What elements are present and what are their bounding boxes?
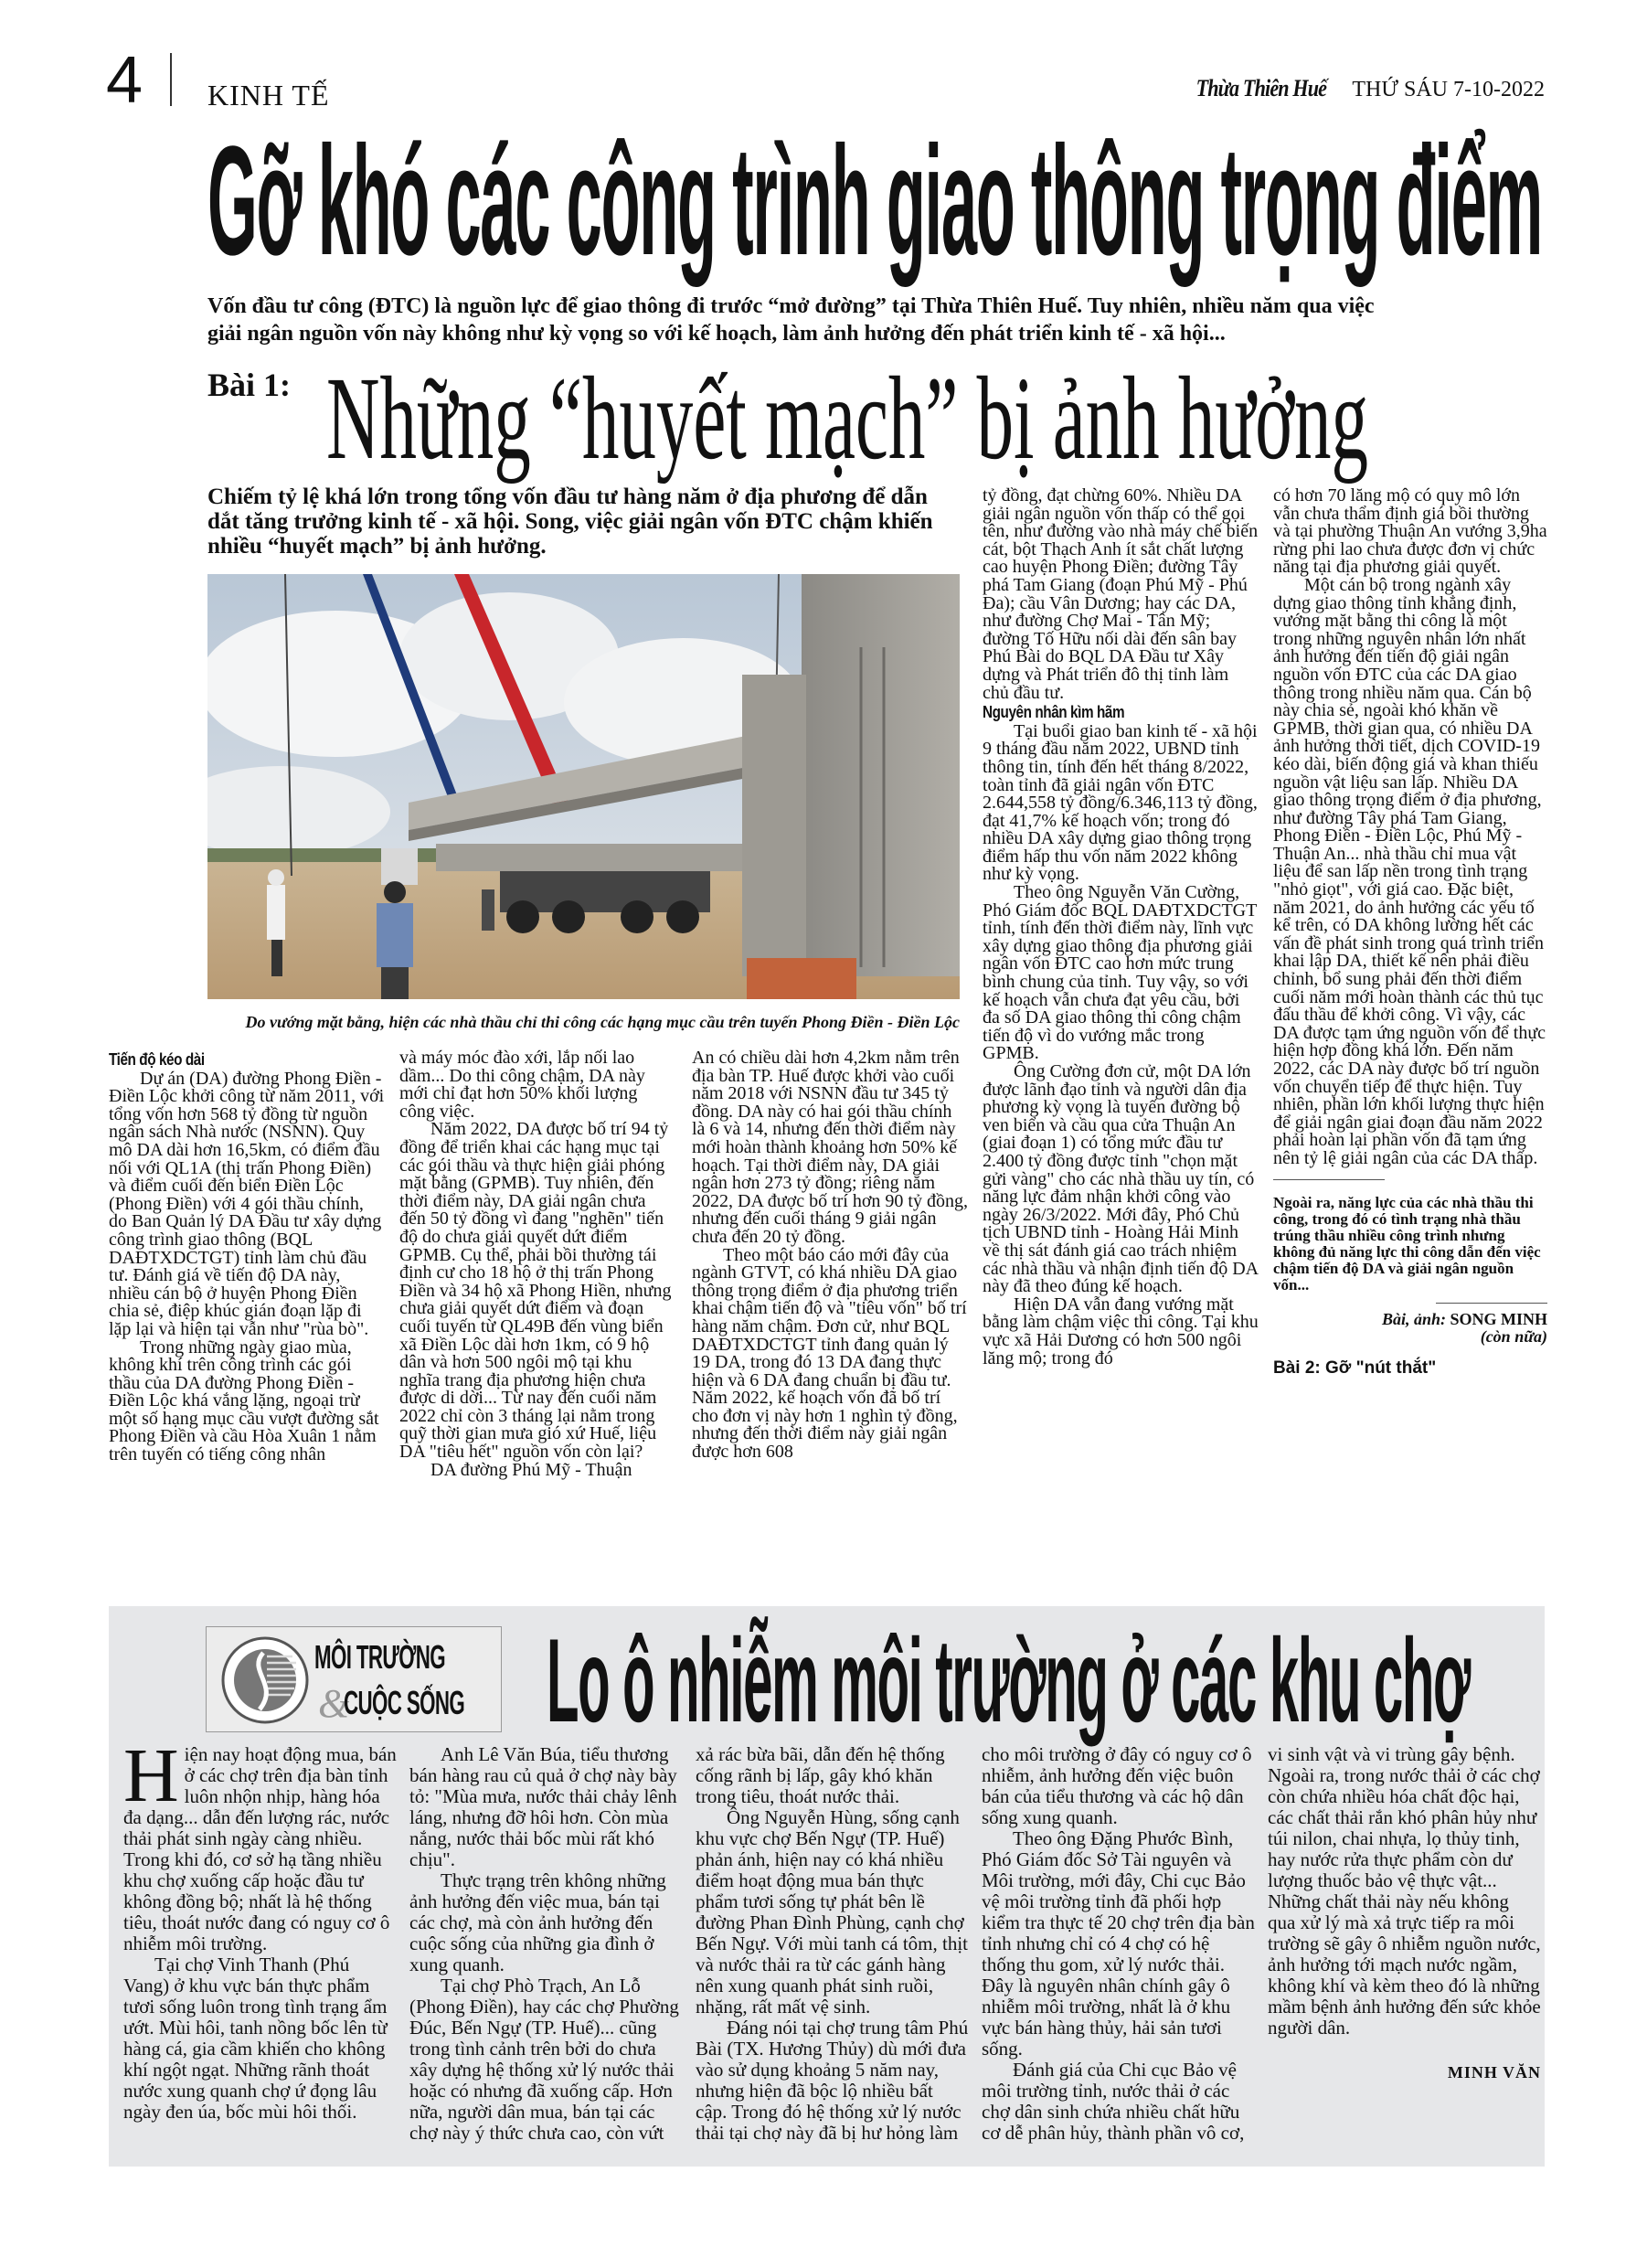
article1-column-1 [109, 1049, 385, 1464]
paragraph: Hiện DA vẫn đang vướng mặt bằng làm chậm việc thi công. Tại khu vực xã Hải Dương có hơn 500 ngôi lăng mộ; trong đó [983, 1294, 1259, 1368]
paragraph: Theo ông Đặng Phước Bình, Phó Giám đốc Sở Tài nguyên và Môi trường, mới đây, Chi cục Bảo vệ môi trường tỉnh đã phối hợp kiểm tra thực tế 20 chợ trên địa bàn tỉnh nhưng chỉ có 4 chợ có hệ thống thu gom, xử lý nước thải. Đây là nguyên nhân chính gây ô nhiễm môi trường, nhất là ở khu vực bán hàng thủy, hải sản tươi sống. [982, 1827, 1255, 2060]
photo-caption: Do vướng mặt bằng, hiện các nhà thầu chỉ thi công các hạng mục cầu trên tuyến Phong Điền - Điền Lộc [245, 1013, 960, 1031]
byline: MINH VĂN [1447, 2063, 1541, 2082]
paragraph: và máy móc đào xới, lắp nối lao dầm... Do thi công chậm, DA này mới chỉ đạt hơn 50% khối lượng công việc. [399, 1048, 645, 1122]
logo-line-1: MÔI TRƯỜNG [314, 1638, 445, 1676]
next-part-title: Bài 2: Gỡ "nút thắt" [1273, 1358, 1437, 1378]
article1-column-2 [399, 1049, 676, 1479]
issue-date: THỨ SÁU 7-10-2022 [1352, 78, 1545, 101]
main-headline [207, 114, 1542, 288]
paragraph: Trong những ngày giao mùa, không khí trên công trình các gói thầu của DA đường Phong Điền - Điền Lộc khá vắng lặng, ngoại trừ một số hạng mục cầu vượt đường sắt Phong Điền và cầu Hòa Xuân 1 nằm trên tuyến có tiếng công nhân [109, 1336, 379, 1465]
paragraph: Ông Cường đơn cử, một DA lớn được lãnh đạo tỉnh và người dân địa phương kỳ vọng là tuyến đường bộ ven biển và cầu qua cửa Thuận An (giai đoạn 1) có tổng mức đầu tư 2.400 tỷ đồng được tỉnh "chọn mặt gửi vàng" cho các nhà thầu uy tín, có năng lực đảm nhận khởi công vào ngày 26/3/2022. Mới đây, Phó Chủ tịch UBND tỉnh - Hoàng Hải Minh về thị sát đánh giá cao trách nhiệm các nhà thầu và nhận định tiến độ DA này đã theo đúng kế hoạch. [983, 1061, 1259, 1297]
paragraph: tỷ đồng, đạt chừng 60%. Nhiều DA giải ngân nguồn vốn thấp có thể gọi tên, như đường vào nhà máy chế biến cát, bột Thạch Anh ít sắt chất lượng cao huyện Phong Điền; đường Tây phá Tam Giang (đoạn Phú Mỹ - Phú Đa); cầu Vân Dương; hay các DA, như đường Chợ Mai - Tân Mỹ; đường Tố Hữu nối dài đến sân bay Phú Bài do BQL DA Đầu tư Xây dựng và Phát triển đô thị tỉnh làm chủ đầu tư. [983, 485, 1259, 703]
environment-headline [547, 1613, 1470, 1747]
newspaper-name: Thừa Thiên Huế [1195, 75, 1327, 101]
main-headline-text: Gỡ khó các công trình giao thông trọng điểm [207, 114, 1542, 288]
callout-quote: Ngoài ra, năng lực của các nhà thầu thi công, trong đó có tình trạng nhà thầu trúng thầu nhiều công trình nhưng không đủ năng lực thi công dẫn đến việc chậm tiến độ DA và giải ngân nguồn vốn... [1273, 1193, 1541, 1294]
byline-label: Bài, ảnh: [1381, 1309, 1446, 1328]
subsection-heading: Tiến độ kéo dài [109, 1050, 205, 1069]
first-paragraph-text: iện nay hoạt động mua, bán ở các chợ trên địa bàn tỉnh luôn nhộn nhịp, hàng hóa đa dạng... dẫn đến lượng rác, nước thải phát sinh ngày càng nhiều. Trong khi đó, cơ sở hạ tầng nhiều khu chợ xuống cấp hoặc đầu tư không đồng bộ; nhất là hệ thống tiêu, thoát nước đang có nguy cơ ô nhiễm môi trường. [123, 1743, 397, 1954]
article1-column-3 [692, 1049, 968, 1462]
paragraph: có hơn 70 lăng mộ có quy mô lớn vẫn chưa thẩm định giá bồi thường và tại phường Thuận An vướng 3,9ha rừng phi lao chưa được đơn vị chức năng tại địa phương giải quyết. [1273, 485, 1547, 578]
logo-line-2: CUỘC SỐNG [344, 1684, 465, 1721]
column-5-tail [1273, 1179, 1547, 1378]
section-title: KINH TẾ [207, 79, 330, 112]
byline-author: SONG MINH [1450, 1309, 1547, 1328]
article1-column-4 [983, 487, 1259, 1368]
byline [1273, 1311, 1547, 1329]
paragraph: Dự án (DA) đường Phong Điền - Điền Lộc khởi công từ năm 2011, với tổng vốn hơn 568 tỷ đồng từ nguồn ngân sách Nhà nước (NSNN). Quy mô DA dài hơn 16,5km, có điểm đầu nối với QL1A (thị trấn Phong Điền) và điểm cuối đến biển Điền Lộc (Phong Điền) với 4 gói thầu chính, do Ban Quản lý DA Đầu tư xây dựng công trình giao thông (BQL DAĐTXDCTGT) tỉnh làm chủ đầu tư. Đánh giá về tiến độ DA này, nhiều cán bộ ở huyện Phong Điền chia sẻ, điệp khúc gián đoạn lặp đi lặp lại và hiện tại vẫn như "rùa bò". [109, 1068, 385, 1339]
first-paragraph [123, 1733, 397, 1954]
paragraph: Theo một báo cáo mới đây của ngành GTVT, có khá nhiều DA giao thông trọng điểm ở địa phương triển khai chậm tiến độ và "tiêu vốn" bố trí hàng năm chậm. Đơn cử, như BQL DAĐTXDCTGT tỉnh đang quản lý 19 DA, trong đó 13 DA đang thực hiện và 6 DA đang chuẩn bị đầu tư. Năm 2022, kế hoạch vốn đã bố trí cho đơn vị này hơn 1 nghìn tỷ đồng, nhưng đến thời điểm này giải ngân được hơn 608 [692, 1244, 967, 1463]
article-lede: Vốn đầu tư công (ĐTC) là nguồn lực để giao thông đi trước “mở đường” tại Thừa Thiên Huế. Tuy nhiên, nhiều năm qua việc giải ngân nguồn vốn này không như kỳ vọng so với kế hoạch, làm ảnh hưởng đến phát triển kinh tế - xã hội... [207, 294, 1375, 346]
paragraph: Tại buổi giao ban kinh tế - xã hội 9 tháng đầu năm 2022, UBND tỉnh thông tin, tính đến hết tháng 8/2022, toàn tỉnh đã giải ngân vốn ĐTC 2.644,558 tỷ đồng/6.346,113 tỷ đồng, đạt 41,7% kế hoạch vốn; trong đó nhiều DA xây dựng giao thông trọng điểm hấp thu vốn năm 2022 không như kỳ vọng. [983, 720, 1258, 885]
logo-ampersand: & [318, 1681, 350, 1726]
paragraph: Tại chợ Phò Trạch, An Lỗ (Phong Điền), hay các chợ Phường Đúc, Bến Ngự (TP. Huế)... cũng trong tình cảnh trên bởi do chưa xây dựng hệ thống xử lý nước thải hoặc có nhưng đã xuống cấp. Hơn nữa, người dân mua, bán tại các chợ này ý thức chưa cao, còn vứt xả rác bừa bãi, dẫn đến hệ thống cống rãnh bị lấp, gây khó khăn trong tiêu, thoát nước thải. [409, 1743, 945, 2144]
paragraph: Theo ông Nguyễn Văn Cường, Phó Giám đốc BQL DAĐTXDCTGT tỉnh, tính đến thời điểm này, lĩnh vực xây dựng giao thông địa phương giải ngân vốn ĐTC cao hơn mức trung bình chung của tỉnh. Tuy vậy, so với kế hoạch vẫn chưa đạt yêu cầu, bởi đa số DA giao thông thi công chậm tiến độ vì do vướng mắc trong GPMB. [983, 882, 1257, 1064]
drop-cap: H [123, 1733, 179, 1818]
paragraph: Năm 2022, DA được bố trí 94 tỷ đồng để triển khai các hạng mục tại các gói thầu và thực hiện giải phóng mặt bằng (GPMB). Tuy nhiên, đến thời điểm này, DA giải ngân chưa đến 50 tỷ đồng vì đang "nghẽn" tiến độ do chưa giải quyết dứt điểm GPMB. Cụ thể, phải bồi thường tái định cư cho 18 hộ ở thị trấn Phong Điền và 34 hộ xã Phong Hiền, nhưng chưa giải quyết dứt điểm và đoạn cuối tuyến từ QL49B đến vùng biển xã Điền Lộc dài hơn 1km, có 9 hộ dân và hơn 500 ngôi mộ tại khu nghĩa trang địa phương hiện chưa được di dời... Từ nay đến cuối năm 2022 chỉ còn 3 tháng lại nằm trong quỹ thời gian mưa gió xứ Huế, liệu DA "tiêu hết" nguồn vốn còn lại? [399, 1119, 672, 1463]
article1-column-5 [1273, 487, 1547, 1377]
environment-article-body [123, 1733, 1541, 2156]
paragraph: Một cán bộ trong ngành xây dựng giao thông tỉnh khẳng định, vướng mặt bằng thi công là một trong những nguyên nhân lớn nhất ảnh hưởng đến tiến độ giải ngân nguồn vốn ĐTC của các DA giao thông trong nhiều năm qua. Cán bộ này chia sẻ, ngoài khó khăn về GPMB, thời gian qua, có nhiều DA ảnh hưởng thời tiết, dịch COVID-19 kéo dài, biến động giá và khan thiếu nguồn vật liệu san lấp. Nhiều DA giao thông trọng điểm ở địa phương, như đường Tây phá Tam Giang, Phong Điền - Điền Lộc, Phú Mỹ - Thuận An... nhà thầu chỉ mua vật liệu để san lấp nền trong tình trạng "nhỏ giọt", với giá cao. Đặc biệt, năm 2021, do ảnh hưởng các yếu tố kể trên, có DA không lường hết các vấn đề phát sinh trong quá trình triển khai lập DA, thiết kế nên phải điều chỉnh, bổ sung phải đến thời điểm cuối năm mới hoàn thành các thủ tục đấu thầu để khởi công. Vì vậy, các DA được tạm ứng nguồn vốn để thực hiện hợp đồng khá lớn. Đến năm 2022, các DA này được bố trí nguồn vốn chuyển tiếp để thực hiện. Tuy nhiên, phần lớn khối lượng thực hiện để giải ngân giai đoạn đầu năm 2022 phải hoàn lại phần vốn đã tạm ứng nên tỷ lệ giải ngân của các DA thấp. [1273, 574, 1546, 1168]
moi-truong-cuoc-song-logo [206, 1626, 502, 1732]
construction-photo [207, 574, 960, 999]
continued-note: (còn nữa) [1480, 1327, 1547, 1347]
subheadline [326, 353, 1368, 484]
article-intro: Chiếm tỷ lệ khá lớn trong tổng vốn đầu tư hàng năm ở địa phương để dẫn dắt tăng trưởng kinh tế - xã hội. Song, việc giải ngân vốn ĐTC chậm khiến nhiều “huyết mạch” bị ảnh hưởng. [207, 484, 933, 559]
environment-emblem-icon [219, 1634, 311, 1726]
paragraph: Anh Lê Văn Búa, tiểu thương bán hàng rau củ quả ở chợ này bày tỏ: "Mùa mưa, nước thải chảy lênh láng, nhưng đỡ hôi hơn. Còn mùa nắng, nước thải bốc mùi rất khó chịu". [409, 1743, 677, 1870]
paragraph: Thực trạng trên không những ảnh hưởng đến việc mua, bán tại các chợ, mà còn ảnh hưởng đến cuộc sống của những gia đình ở xung quanh. [409, 1869, 666, 1975]
paragraph: Tại chợ Vinh Thanh (Phú Vang) ở khu vực bán thực phẩm tươi sống luôn trong tình trạng ẩm ướt. Mùi hôi, tanh nồng bốc lên từ hàng cá, gia cầm khiến cho không khí ngột ngạt. Những rãnh thoát nước xung quanh chợ ứ đọng lâu ngày đen úa, bốc mùi hôi thối. [123, 1954, 388, 2123]
paragraph: Đáng nói tại chợ trung tâm Phú Bài (TX. Hương Thủy) dù mới đưa vào sử dụng khoảng 5 năm nay, nhưng hiện đã bộc lộ nhiều bất cập. Trong đó hệ thống xử lý nước thải tại chợ này đã bị hư hỏng làm cho môi trường ở đây có nguy cơ ô nhiễm, ảnh hưởng đến việc buôn bán của tiểu thương và các hộ dân sống xung quanh. [696, 1743, 1252, 2144]
paragraph: An có chiều dài hơn 4,2km nằm trên địa bàn TP. Huế được khởi vào cuối năm 2018 với NSNN đầu tư 345 tỷ đồng. DA này có hai gói thầu chính là 6 và 14, nhưng đến thời điểm này mới hoàn thành khoảng hơn 50% kế hoạch. Tại thời điểm này, DA giải ngân hơn 273 tỷ đồng; riêng năm 2022, DA được bố trí hơn 90 tỷ đồng, nhưng đến cuối tháng 9 giải ngân chưa đến 20 tỷ đồng. [692, 1048, 968, 1247]
paragraph: Ông Nguyễn Hùng, sống cạnh khu vực chợ Bến Ngự (TP. Huế) phản ánh, hiện nay có khá nhiều điểm hoạt động mua bán thực phẩm tươi sống tự phát bên lề đường Phan Đình Phùng, cạnh chợ Bến Ngự. Với mùi tanh cá tôm, thịt và nước thải ra từ các gánh hàng nên xung quanh phát sinh ruồi, nhặng, rất mất vệ sinh. [696, 1806, 968, 2018]
environment-headline-text: Lo ô nhiễm môi trường ở các khu chợ [547, 1613, 1470, 1747]
paragraph: DA đường Phú Mỹ - Thuận [430, 1459, 632, 1480]
page-number: 4 [106, 44, 143, 117]
callout-rule-bottom [1436, 1303, 1547, 1304]
paragraph: Đánh giá của Chi cục Bảo vệ môi trường tỉnh, nước thải ở các chợ dân sinh chứa nhiều chất hữu cơ dễ phân hủy, thành phần vô cơ, vi sinh vật và vi trùng gây bệnh. Ngoài ra, trong nước thải ở các chợ còn chứa nhiều hóa chất độc hại, các chất thải rắn khó phân hủy như túi nilon, chai nhựa, lọ thủy tinh, hay nước rửa thực phẩm còn dư lượng thuốc bảo vệ thực vật... Những chất thải này nếu không qua xử lý mà xả trực tiếp ra môi trường sẽ gây ô nhiễm nguồn nước, ảnh hưởng tới mạch nước ngầm, không khí và kèm theo đó là những mầm bệnh ảnh hưởng đến sức khỏe người dân. [982, 1743, 1541, 2144]
masthead [1185, 75, 1545, 102]
subsection-heading: Nguyên nhân kìm hãm [983, 703, 1125, 722]
callout-rule-top [1273, 1179, 1385, 1180]
subheadline-text: Những “huyết mạch” bị ảnh hưởng [326, 353, 1368, 484]
header-divider [170, 53, 172, 106]
series-label: Bài 1: [207, 367, 292, 403]
